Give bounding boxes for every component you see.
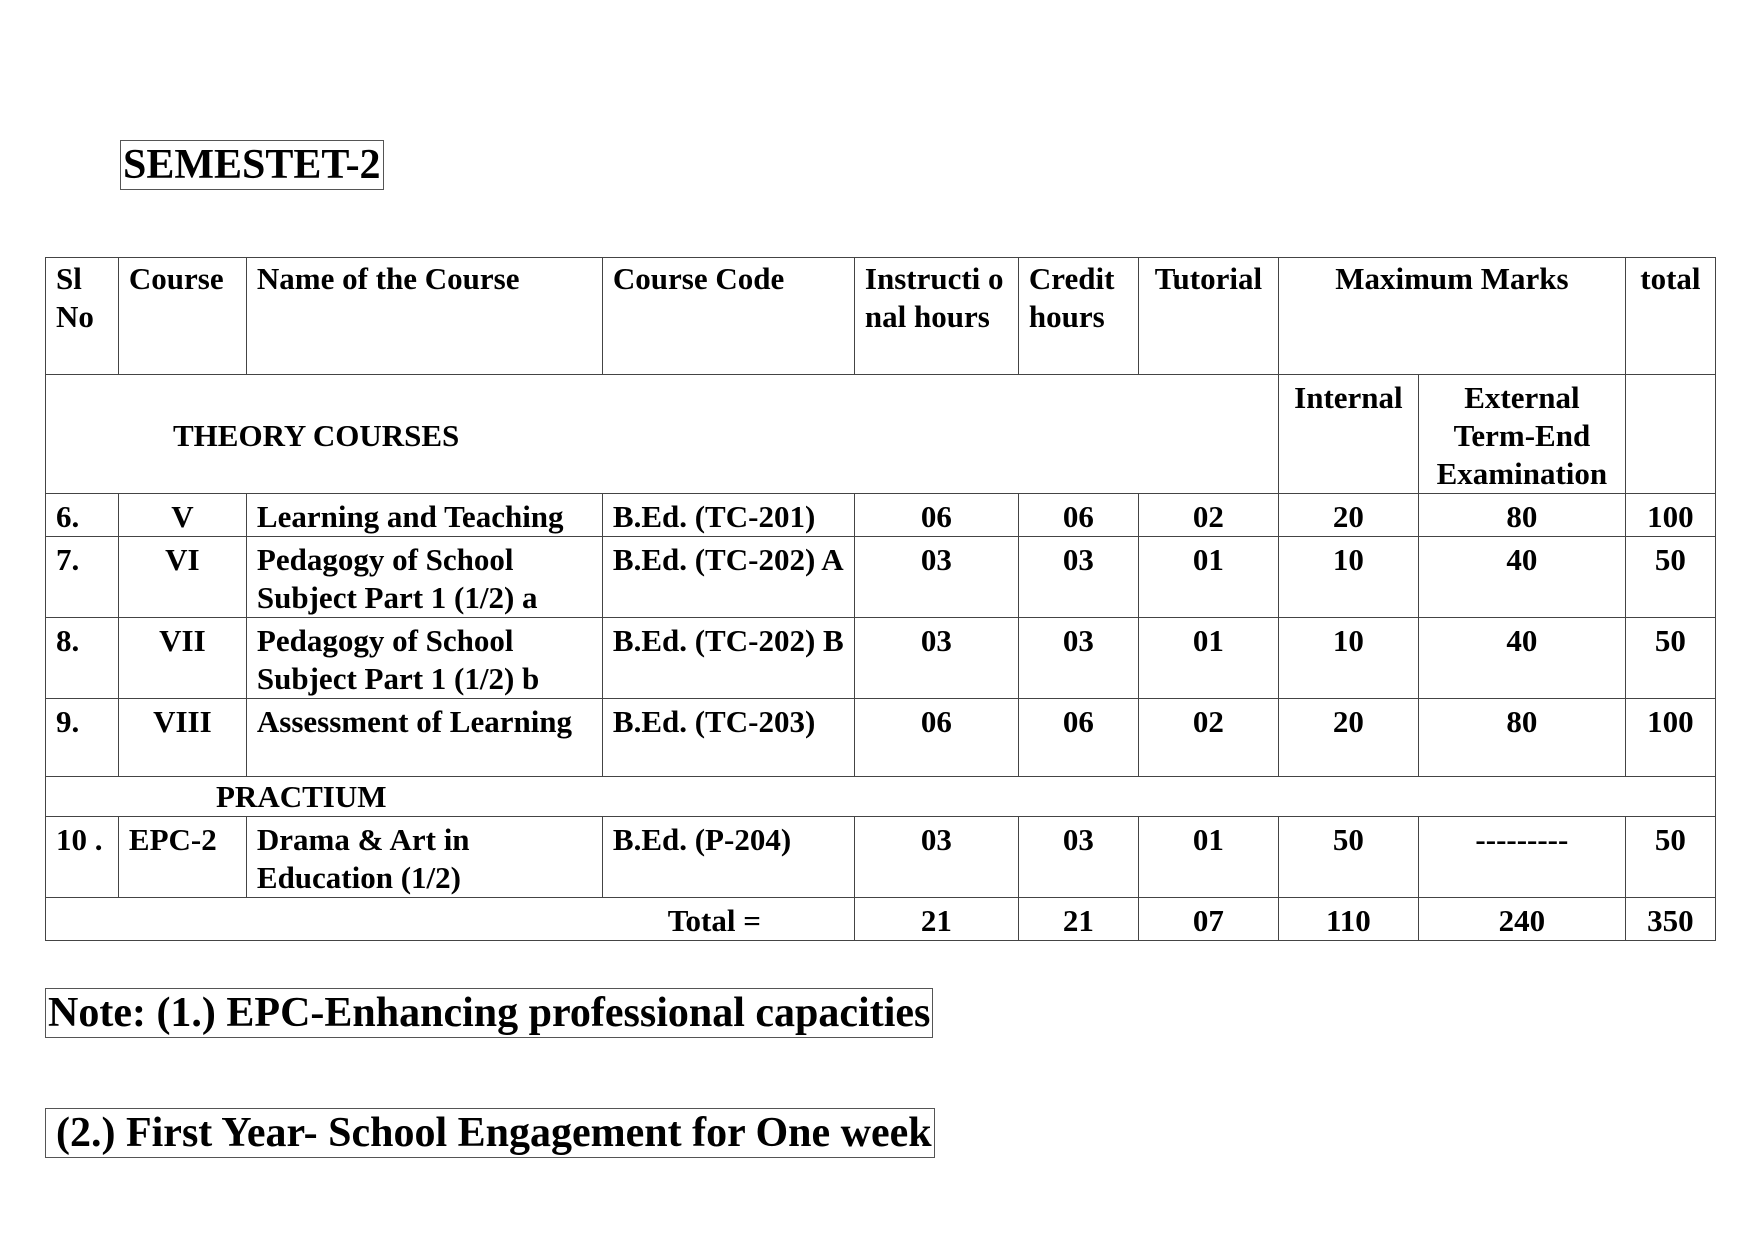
header-row — [46, 258, 1716, 375]
cell-external: 40 — [1418, 618, 1625, 699]
cell-total: 50 — [1625, 618, 1715, 699]
cell-credit: 03 — [1018, 537, 1138, 618]
cell-external: --------- — [1418, 817, 1625, 898]
table-row — [46, 817, 1716, 898]
cell-tutorial: 02 — [1138, 699, 1278, 777]
table-row — [46, 699, 1716, 777]
total-instructional: 21 — [854, 898, 1018, 941]
cell-external: 80 — [1418, 494, 1625, 537]
cell-internal: 20 — [1278, 494, 1418, 537]
cell-name: Assessment of Learning — [246, 699, 602, 777]
header-code: Course Code — [602, 258, 854, 375]
page-title: SEMESTET-2 — [120, 140, 384, 190]
cell-name: Drama & Art in Education (1/2) — [246, 817, 602, 898]
cell-credit: 06 — [1018, 699, 1138, 777]
cell-tutorial: 01 — [1138, 537, 1278, 618]
cell-instructional: 03 — [854, 817, 1018, 898]
theory-courses-label: THEORY COURSES — [46, 375, 1279, 494]
cell-credit: 03 — [1018, 817, 1138, 898]
course-table — [45, 257, 1716, 941]
cell-instructional: 03 — [854, 618, 1018, 699]
cell-sl: 9. — [46, 699, 119, 777]
header-name: Name of the Course — [246, 258, 602, 375]
cell-instructional: 06 — [854, 494, 1018, 537]
cell-total: 50 — [1625, 537, 1715, 618]
table-row — [46, 618, 1716, 699]
cell-course: V — [118, 494, 246, 537]
header-maximum-marks: Maximum Marks — [1278, 258, 1625, 375]
cell-internal: 10 — [1278, 618, 1418, 699]
cell-code: B.Ed. (TC-202) A — [602, 537, 854, 618]
cell-total: 100 — [1625, 699, 1715, 777]
header-internal: Internal — [1278, 375, 1418, 494]
total-label: Total = — [46, 898, 855, 941]
cell-code: B.Ed. (TC-203) — [602, 699, 854, 777]
header-tutorial: Tutorial — [1138, 258, 1278, 375]
cell-code: B.Ed. (TC-201) — [602, 494, 854, 537]
theory-section-row — [46, 375, 1716, 494]
header-credit-hours: Credit hours — [1018, 258, 1138, 375]
cell-total: 50 — [1625, 817, 1715, 898]
cell-external: 40 — [1418, 537, 1625, 618]
cell-course: VII — [118, 618, 246, 699]
cell-internal: 50 — [1278, 817, 1418, 898]
total-external: 240 — [1418, 898, 1625, 941]
practium-section-row — [46, 777, 1716, 817]
cell-course: VI — [118, 537, 246, 618]
total-tutorial: 07 — [1138, 898, 1278, 941]
cell-course: VIII — [118, 699, 246, 777]
cell-internal: 20 — [1278, 699, 1418, 777]
header-total: total — [1625, 258, 1715, 375]
cell-course: EPC-2 — [118, 817, 246, 898]
total-internal: 110 — [1278, 898, 1418, 941]
header-external: External Term-End Examination — [1418, 375, 1625, 494]
cell-tutorial: 01 — [1138, 618, 1278, 699]
cell-credit: 06 — [1018, 494, 1138, 537]
cell-sl: 6. — [46, 494, 119, 537]
note-school-engagement: (2.) First Year- School Engagement for One week — [45, 1108, 935, 1158]
note-epc: Note: (1.) EPC-Enhancing professional capacities — [45, 988, 933, 1038]
cell-external: 80 — [1418, 699, 1625, 777]
practium-label: PRACTIUM — [46, 777, 1716, 817]
cell-name: Pedagogy of School Subject Part 1 (1/2) a — [246, 537, 602, 618]
cell-instructional: 03 — [854, 537, 1018, 618]
cell-code: B.Ed. (TC-202) B — [602, 618, 854, 699]
table-row — [46, 537, 1716, 618]
cell-internal: 10 — [1278, 537, 1418, 618]
cell-tutorial: 01 — [1138, 817, 1278, 898]
cell-name: Pedagogy of School Subject Part 1 (1/2) b — [246, 618, 602, 699]
cell-total: 100 — [1625, 494, 1715, 537]
cell-tutorial: 02 — [1138, 494, 1278, 537]
header-total-spacer — [1625, 375, 1715, 494]
cell-sl: 8. — [46, 618, 119, 699]
cell-name: Learning and Teaching — [246, 494, 602, 537]
total-row — [46, 898, 1716, 941]
header-instructional-hours: Instructi onal hours — [854, 258, 1018, 375]
cell-code: B.Ed. (P-204) — [602, 817, 854, 898]
total-total: 350 — [1625, 898, 1715, 941]
total-credit: 21 — [1018, 898, 1138, 941]
cell-sl: 10 . — [46, 817, 119, 898]
cell-sl: 7. — [46, 537, 119, 618]
cell-credit: 03 — [1018, 618, 1138, 699]
table-row — [46, 494, 1716, 537]
header-course: Course — [118, 258, 246, 375]
cell-instructional: 06 — [854, 699, 1018, 777]
header-sl-no: Sl No — [46, 258, 119, 375]
